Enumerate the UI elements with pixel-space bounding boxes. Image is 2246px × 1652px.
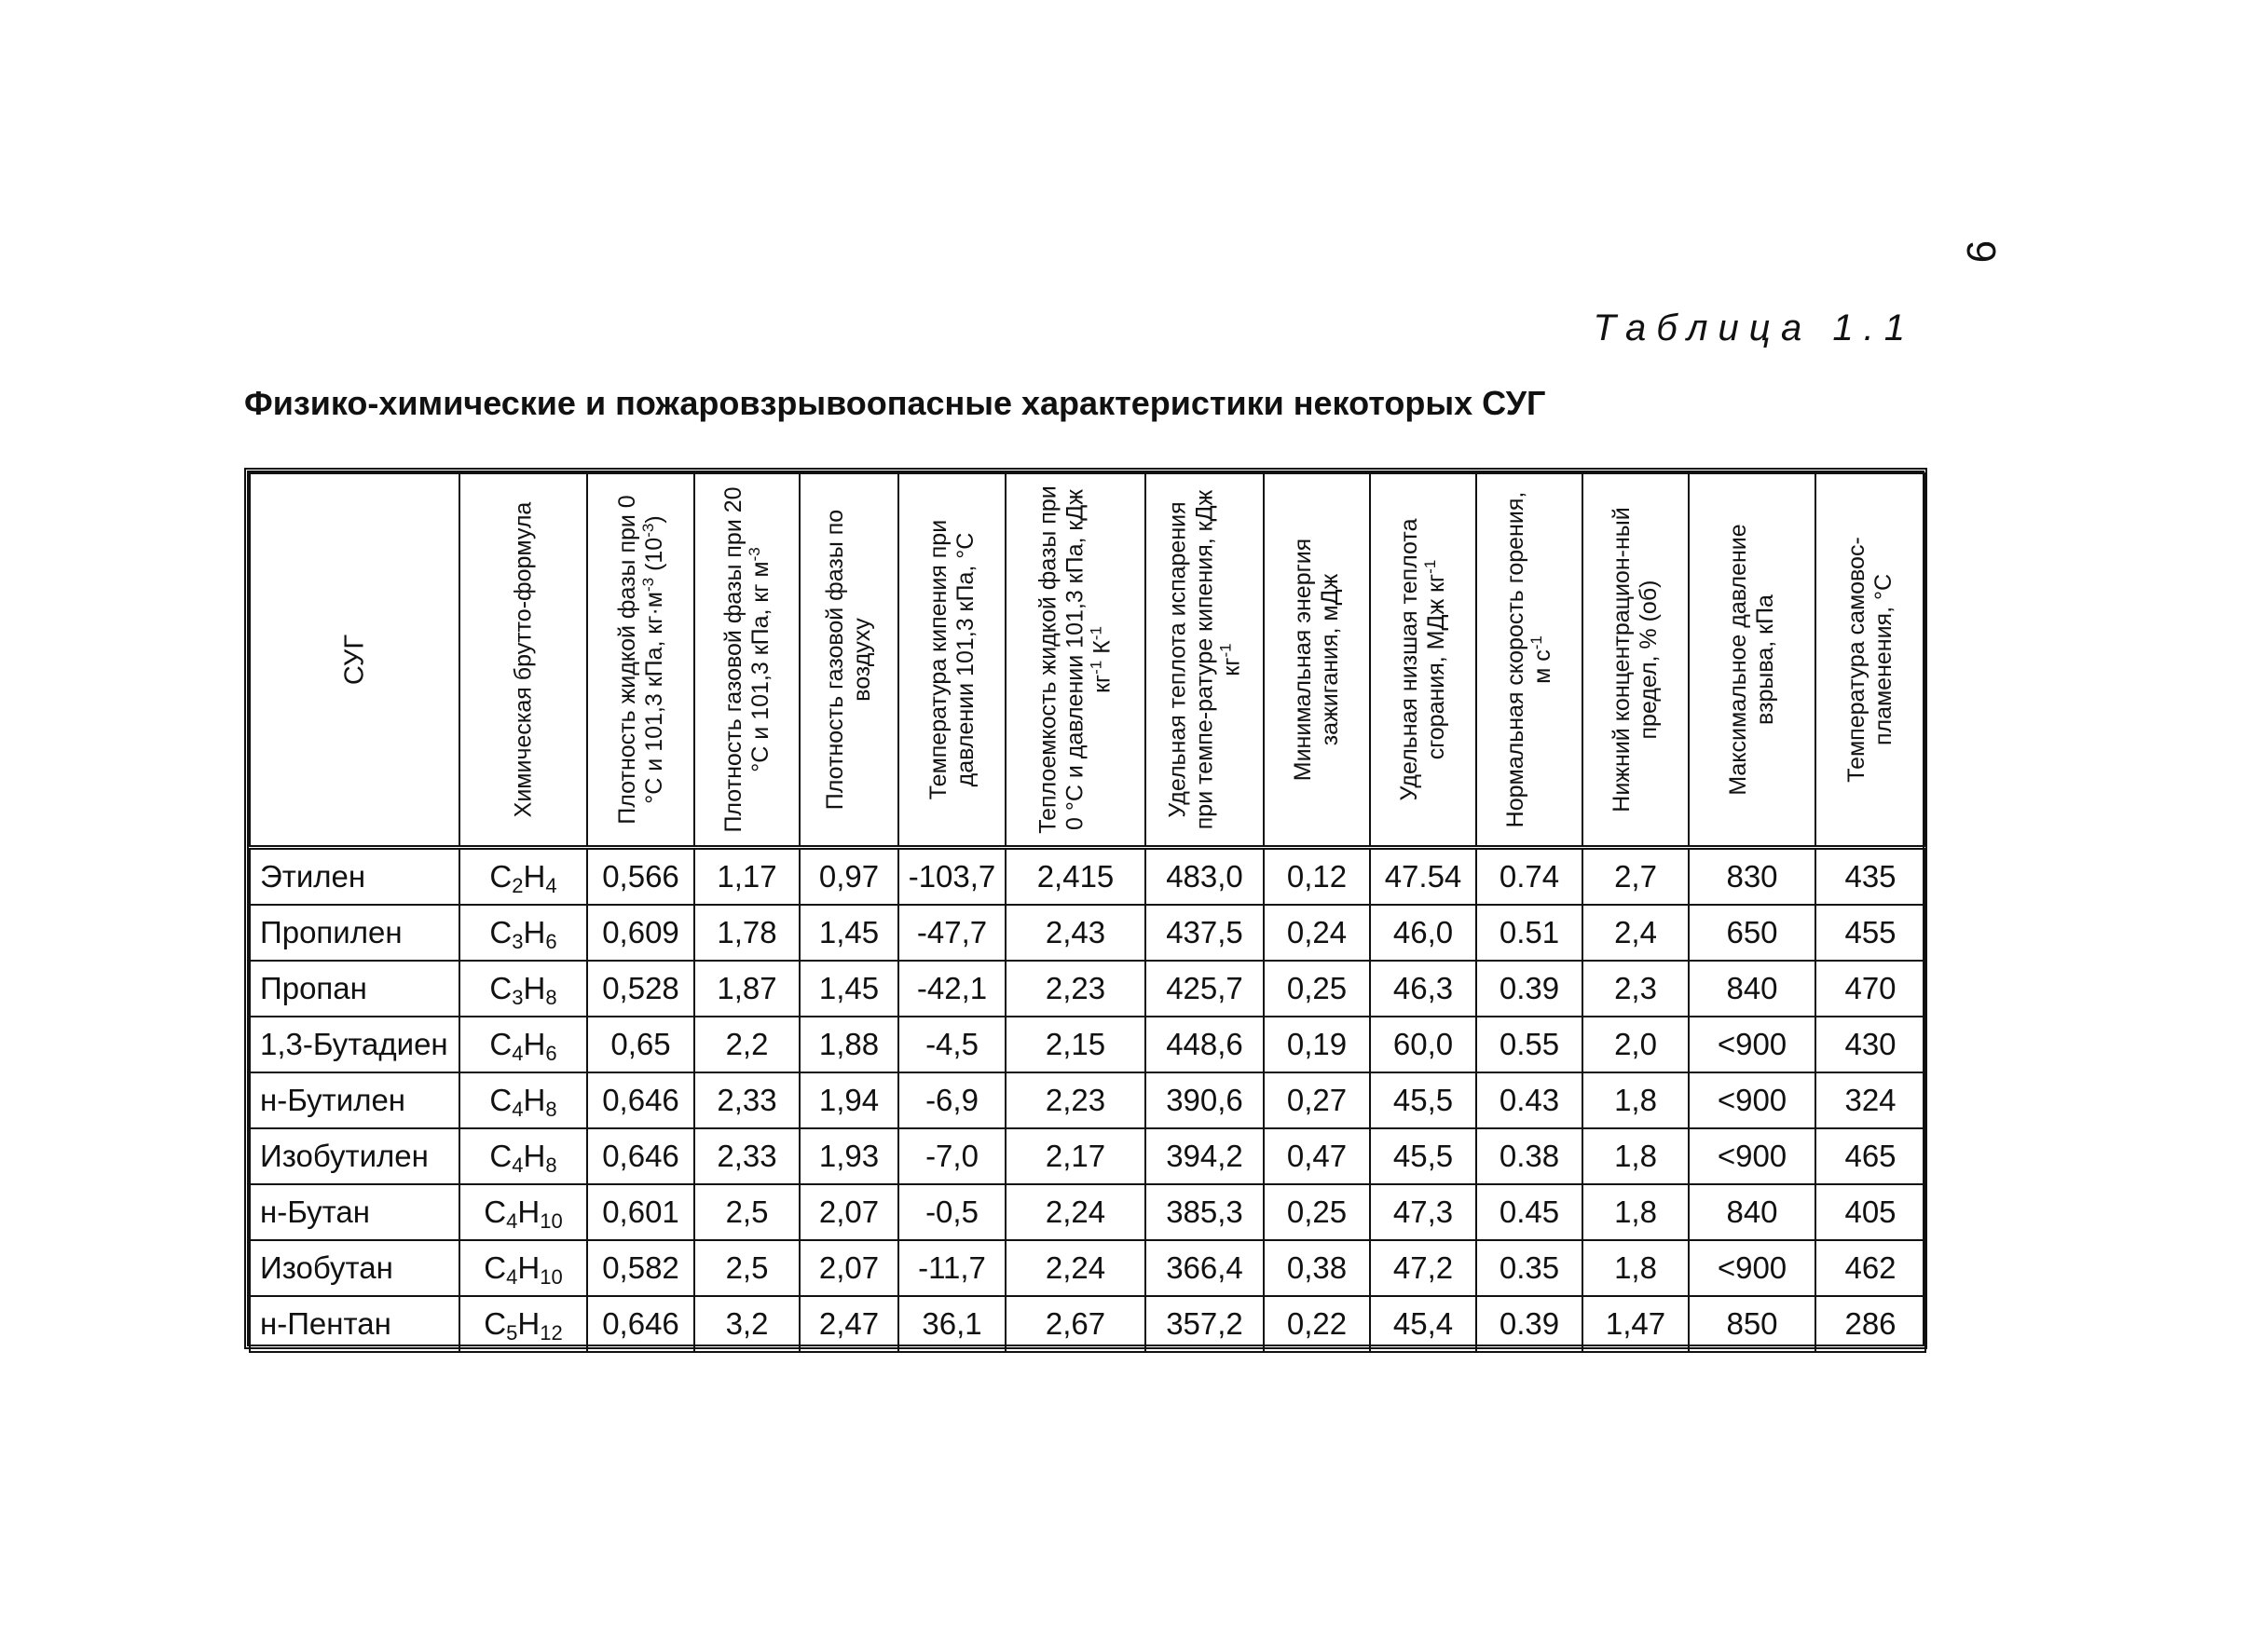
- value-cell: <900: [1689, 1240, 1815, 1296]
- value-cell: 1,17: [694, 848, 800, 906]
- value-cell: 435: [1815, 848, 1925, 906]
- column-header: [459, 473, 587, 848]
- value-cell: 0,528: [587, 961, 694, 1017]
- formula-cell: [459, 1296, 587, 1352]
- column-header-label: Плотность газовой фазы по воздуху: [822, 509, 875, 811]
- formula-subscript: 10: [540, 1209, 563, 1233]
- formula-subscript: 4: [545, 874, 557, 897]
- formula-subscript: 4: [512, 1042, 524, 1065]
- value-cell: 0.35: [1476, 1240, 1582, 1296]
- gas-name-cell: н-Бутан: [250, 1184, 459, 1240]
- value-cell: 0,646: [587, 1128, 694, 1184]
- value-cell: 2,24: [1006, 1184, 1145, 1240]
- value-cell: 1,45: [800, 905, 898, 961]
- value-cell: 2,5: [694, 1184, 800, 1240]
- formula-subscript: 10: [540, 1265, 563, 1289]
- formula-element: H: [523, 915, 546, 949]
- value-cell: 394,2: [1145, 1128, 1264, 1184]
- value-cell: 0.45: [1476, 1184, 1582, 1240]
- column-header-label: Удельная теплота испарения при темпе-ратуре кипения, кДж $кг^{-1}$: [1164, 489, 1244, 830]
- table-row: [250, 1240, 1925, 1296]
- value-cell: 324: [1815, 1072, 1925, 1128]
- formula-subscript: 12: [540, 1321, 563, 1345]
- value-cell: 45,5: [1370, 1072, 1476, 1128]
- value-cell: <900: [1689, 1017, 1815, 1072]
- value-cell: 650: [1689, 905, 1815, 961]
- formula-element: H: [523, 859, 546, 894]
- formula-subscript: 4: [506, 1209, 518, 1233]
- value-cell: 1,8: [1582, 1240, 1689, 1296]
- table-header: [250, 473, 1925, 848]
- formula-element: C: [489, 1027, 513, 1061]
- column-header-label: Максимальное давление взрыва, кПа: [1725, 524, 1778, 796]
- formula-subscript: 6: [545, 930, 557, 953]
- table-row: [250, 1128, 1925, 1184]
- value-cell: 3,2: [694, 1296, 800, 1352]
- value-cell: 0,582: [587, 1240, 694, 1296]
- header-row: [250, 473, 1925, 848]
- value-cell: 2,33: [694, 1072, 800, 1128]
- table-row: [250, 1072, 1925, 1128]
- formula-cell: [459, 1128, 587, 1184]
- value-cell: 0,27: [1264, 1072, 1370, 1128]
- value-cell: 286: [1815, 1296, 1925, 1352]
- gas-name-cell: Этилен: [250, 848, 459, 906]
- value-cell: 0.43: [1476, 1072, 1582, 1128]
- value-cell: 0.74: [1476, 848, 1582, 906]
- value-cell: 47,3: [1370, 1184, 1476, 1240]
- table-row: [250, 1296, 1925, 1352]
- value-cell: 0,19: [1264, 1017, 1370, 1072]
- value-cell: 366,4: [1145, 1240, 1264, 1296]
- table-body: [250, 848, 1925, 1353]
- formula-subscript: 5: [506, 1321, 518, 1345]
- value-cell: 0,65: [587, 1017, 694, 1072]
- column-header-label: Удельная низшая теплота сгорания, МДж $кг^{-1}$: [1396, 518, 1449, 801]
- column-header-label: Нижний концентрацион-ный предел, % (об): [1609, 507, 1662, 812]
- formula-element: C: [489, 971, 513, 1005]
- value-cell: 1,87: [694, 961, 800, 1017]
- value-cell: 0,609: [587, 905, 694, 961]
- value-cell: 1,78: [694, 905, 800, 961]
- formula-cell: [459, 905, 587, 961]
- value-cell: 2,33: [694, 1128, 800, 1184]
- column-header-label: Теплоемкость жидкой фазы при 0 °С и давлении 101,3 кПа, кДж $кг^{-1}$ $К^{-1}$: [1034, 485, 1116, 834]
- gas-name-cell: Изобутан: [250, 1240, 459, 1296]
- formula-cell: [459, 1240, 587, 1296]
- value-cell: 465: [1815, 1128, 1925, 1184]
- value-cell: 1,8: [1582, 1072, 1689, 1128]
- value-cell: 390,6: [1145, 1072, 1264, 1128]
- formula-subscript: 8: [545, 1098, 557, 1121]
- value-cell: 850: [1689, 1296, 1815, 1352]
- gas-name-cell: н-Пентан: [250, 1296, 459, 1352]
- value-cell: <900: [1689, 1072, 1815, 1128]
- value-cell: 1,93: [800, 1128, 898, 1184]
- column-header-label: СУГ: [339, 634, 369, 686]
- value-cell: 45,5: [1370, 1128, 1476, 1184]
- value-cell: 0,646: [587, 1296, 694, 1352]
- value-cell: 46,3: [1370, 961, 1476, 1017]
- column-header-label: Температура кипения при давлении 101,3 кПа, °С: [924, 519, 979, 800]
- value-cell: 0,24: [1264, 905, 1370, 961]
- column-header-label: Плотность жидкой фазы при 0 °С и 101,3 кПа, $кг\cdot м^{-3}$ $(10^{-3})$: [613, 495, 667, 825]
- value-cell: 1,8: [1582, 1184, 1689, 1240]
- value-cell: 1,94: [800, 1072, 898, 1128]
- value-cell: 0,25: [1264, 961, 1370, 1017]
- value-cell: 462: [1815, 1240, 1925, 1296]
- value-cell: -47,7: [898, 905, 1006, 961]
- value-cell: 385,3: [1145, 1184, 1264, 1240]
- column-header: [1370, 473, 1476, 848]
- gas-name-cell: 1,3-Бутадиен: [250, 1017, 459, 1072]
- value-cell: 840: [1689, 1184, 1815, 1240]
- formula-element: H: [523, 1139, 546, 1173]
- value-cell: 1,47: [1582, 1296, 1689, 1352]
- value-cell: 0,47: [1264, 1128, 1370, 1184]
- value-cell: 2,2: [694, 1017, 800, 1072]
- value-cell: 0,601: [587, 1184, 694, 1240]
- table-row: [250, 1184, 1925, 1240]
- column-header: [587, 473, 694, 848]
- value-cell: 1,45: [800, 961, 898, 1017]
- value-cell: 0,12: [1264, 848, 1370, 906]
- table-label: Таблица 1.1: [1593, 307, 1915, 348]
- value-cell: 45,4: [1370, 1296, 1476, 1352]
- formula-subscript: 8: [545, 1154, 557, 1177]
- formula-subscript: 3: [512, 930, 524, 953]
- formula-cell: [459, 1017, 587, 1072]
- column-header: [694, 473, 800, 848]
- formula-subscript: 4: [512, 1154, 524, 1177]
- formula-element: H: [517, 1306, 541, 1341]
- column-header: [1815, 473, 1925, 848]
- value-cell: 2,67: [1006, 1296, 1145, 1352]
- value-cell: -4,5: [898, 1017, 1006, 1072]
- formula-element: C: [489, 915, 513, 949]
- value-cell: 0,566: [587, 848, 694, 906]
- formula-element: C: [484, 1306, 507, 1341]
- formula-element: C: [489, 1139, 513, 1173]
- formula-element: H: [523, 1083, 546, 1117]
- value-cell: 0.51: [1476, 905, 1582, 961]
- value-cell: 2,24: [1006, 1240, 1145, 1296]
- formula-element: C: [489, 1083, 513, 1117]
- value-cell: -7,0: [898, 1128, 1006, 1184]
- value-cell: 0.39: [1476, 1296, 1582, 1352]
- value-cell: 2,23: [1006, 961, 1145, 1017]
- formula-subscript: 4: [512, 1098, 524, 1121]
- value-cell: 437,5: [1145, 905, 1264, 961]
- value-cell: 448,6: [1145, 1017, 1264, 1072]
- column-header: [1689, 473, 1815, 848]
- column-header-label: Нормальная скорость горения, м $с^{-1}$: [1502, 491, 1555, 828]
- formula-subscript: 4: [506, 1265, 518, 1289]
- value-cell: 0.55: [1476, 1017, 1582, 1072]
- data-table-frame: [244, 468, 1927, 1349]
- value-cell: -0,5: [898, 1184, 1006, 1240]
- data-table: [249, 472, 1926, 1353]
- table-row: [250, 961, 1925, 1017]
- column-header-label: Минимальная энергия зажигания, мДж: [1290, 538, 1343, 782]
- formula-cell: [459, 1072, 587, 1128]
- gas-name-cell: Пропан: [250, 961, 459, 1017]
- formula-element: H: [523, 971, 546, 1005]
- formula-subscript: 2: [512, 874, 524, 897]
- value-cell: 2,17: [1006, 1128, 1145, 1184]
- value-cell: 36,1: [898, 1296, 1006, 1352]
- value-cell: 2,23: [1006, 1072, 1145, 1128]
- value-cell: 2,4: [1582, 905, 1689, 961]
- value-cell: 840: [1689, 961, 1815, 1017]
- formula-element: C: [489, 859, 513, 894]
- table-row: [250, 848, 1925, 906]
- value-cell: 1,88: [800, 1017, 898, 1072]
- formula-element: H: [517, 1195, 541, 1229]
- value-cell: 2,07: [800, 1184, 898, 1240]
- column-header: [898, 473, 1006, 848]
- value-cell: 430: [1815, 1017, 1925, 1072]
- page-number: 9: [1958, 239, 2004, 264]
- formula-element: C: [484, 1195, 507, 1229]
- value-cell: 830: [1689, 848, 1815, 906]
- formula-element: H: [517, 1250, 541, 1285]
- value-cell: 483,0: [1145, 848, 1264, 906]
- gas-name-cell: Изобутилен: [250, 1128, 459, 1184]
- formula-cell: [459, 1184, 587, 1240]
- value-cell: 357,2: [1145, 1296, 1264, 1352]
- value-cell: -103,7: [898, 848, 1006, 906]
- value-cell: 2,5: [694, 1240, 800, 1296]
- formula-cell: [459, 961, 587, 1017]
- formula-cell: [459, 848, 587, 906]
- formula-element: C: [484, 1250, 507, 1285]
- value-cell: 2,3: [1582, 961, 1689, 1017]
- column-header-label: Температура самовос-пламенения, °С: [1843, 537, 1897, 783]
- value-cell: 0,97: [800, 848, 898, 906]
- value-cell: 455: [1815, 905, 1925, 961]
- column-header: [800, 473, 898, 848]
- value-cell: 1,8: [1582, 1128, 1689, 1184]
- formula-subscript: 8: [545, 986, 557, 1009]
- column-header-label: Плотность газовой фазы при 20 °С и 101,3 кПа, кг $м^{-3}$: [719, 486, 774, 833]
- gas-name-cell: н-Бутилен: [250, 1072, 459, 1128]
- value-cell: 405: [1815, 1184, 1925, 1240]
- value-cell: -6,9: [898, 1072, 1006, 1128]
- value-cell: 0,646: [587, 1072, 694, 1128]
- column-header-label: Химическая брутто-формула: [510, 501, 536, 818]
- formula-element: H: [523, 1027, 546, 1061]
- value-cell: -11,7: [898, 1240, 1006, 1296]
- value-cell: 2,415: [1006, 848, 1145, 906]
- formula-subscript: 6: [545, 1042, 557, 1065]
- column-header: [1476, 473, 1582, 848]
- value-cell: 47.54: [1370, 848, 1476, 906]
- value-cell: 2,0: [1582, 1017, 1689, 1072]
- value-cell: 60,0: [1370, 1017, 1476, 1072]
- formula-subscript: 3: [512, 986, 524, 1009]
- column-header: [1145, 473, 1264, 848]
- value-cell: 425,7: [1145, 961, 1264, 1017]
- table-row: [250, 1017, 1925, 1072]
- value-cell: -42,1: [898, 961, 1006, 1017]
- value-cell: 2,43: [1006, 905, 1145, 961]
- table-title: Физико-химические и пожаровзрывоопасные характеристики некоторых СУГ: [244, 384, 1546, 422]
- value-cell: 0.39: [1476, 961, 1582, 1017]
- column-header: [1264, 473, 1370, 848]
- column-header: [1582, 473, 1689, 848]
- value-cell: 0.38: [1476, 1128, 1582, 1184]
- value-cell: <900: [1689, 1128, 1815, 1184]
- value-cell: 470: [1815, 961, 1925, 1017]
- value-cell: 2,47: [800, 1296, 898, 1352]
- gas-name-cell: Пропилен: [250, 905, 459, 961]
- value-cell: 46,0: [1370, 905, 1476, 961]
- value-cell: 0,25: [1264, 1184, 1370, 1240]
- column-header: [1006, 473, 1145, 848]
- value-cell: 47,2: [1370, 1240, 1476, 1296]
- value-cell: 2,15: [1006, 1017, 1145, 1072]
- value-cell: 2,7: [1582, 848, 1689, 906]
- value-cell: 0,38: [1264, 1240, 1370, 1296]
- column-header: [250, 473, 459, 848]
- value-cell: 2,07: [800, 1240, 898, 1296]
- value-cell: 0,22: [1264, 1296, 1370, 1352]
- table-row: [250, 905, 1925, 961]
